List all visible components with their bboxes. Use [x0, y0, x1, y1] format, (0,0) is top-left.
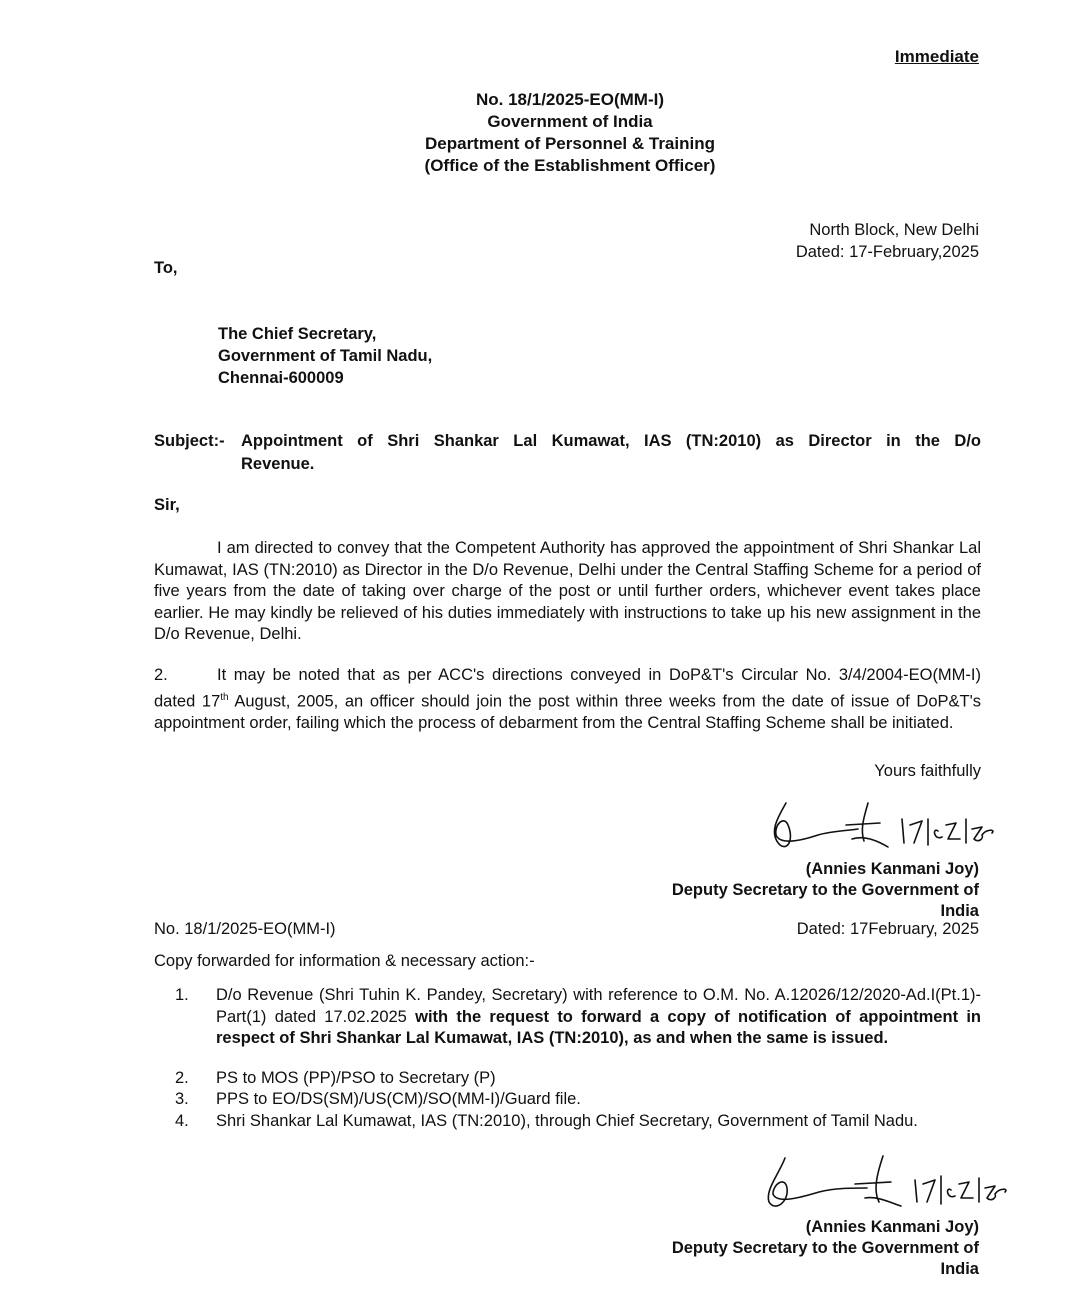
list-item-number: 2.	[175, 1069, 189, 1087]
list-item-number: 4.	[175, 1112, 189, 1130]
paragraph-2-number: 2.	[154, 666, 168, 684]
signature-2-block	[640, 1217, 979, 1280]
copy-dated-label: Dated:	[796, 920, 846, 938]
addressee-line-1: The Chief Secretary,	[218, 325, 377, 343]
list-item-text: PPS to EO/DS(SM)/US(CM)/SO(MM-I)/Guard file.	[216, 1090, 581, 1108]
subject-label: Subject:-	[154, 432, 225, 450]
government-name: Government of India	[487, 112, 653, 131]
paragraph-2-superscript: th	[220, 691, 229, 703]
paragraph-2-text-b: August, 2005, an officer should join the post within three weeks from the date of issue of DoP&T's appointment order, failing which the process of debarment from the Central Staffing Scheme shall be initiated.	[154, 692, 981, 732]
signatory-designation: Deputy Secretary to the Government of India	[671, 1239, 979, 1278]
place: North Block, New Delhi	[809, 221, 979, 239]
copy-date	[700, 920, 979, 939]
dated-label: Dated:	[795, 243, 845, 261]
addressee-line-2: Government of Tamil Nadu,	[218, 347, 433, 365]
list-item-text-plain: D/o Revenue (Shri Tuhin K. Pandey, Secretary) with reference to O.M. No. A.12026/12/2020-Ad.I(Pt.1)-Part(1) dated 17.02.2025	[216, 986, 981, 1026]
office-name: (Office of the Establishment Officer)	[424, 156, 716, 175]
list-item-number: 3.	[175, 1090, 189, 1108]
list-item-text: PS to MOS (PP)/PSO to Secretary (P)	[216, 1069, 496, 1087]
subject-line-2: Revenue.	[241, 455, 315, 473]
addressee-line-3: Chennai-600009	[218, 369, 344, 387]
list-item-number: 1.	[175, 986, 189, 1004]
closing: Yours faithfully	[874, 762, 981, 780]
priority-label: Immediate	[894, 47, 979, 66]
paragraph-2-text-a: It may be noted that as per ACC's directions conveyed in DoP&T's Circular No. 3/4/2004-EO(MM-I) dated 17	[154, 666, 981, 710]
list-item-text	[216, 985, 981, 1050]
signatory-designation: Deputy Secretary to the Government of India	[671, 881, 979, 920]
subject-text	[241, 430, 981, 476]
addressee-block	[218, 323, 432, 389]
signature-1-image	[760, 795, 1050, 865]
place-date-block	[600, 219, 979, 263]
signature-1-block	[640, 859, 979, 922]
department-name: Department of Personnel & Training	[425, 134, 715, 153]
letterhead	[300, 89, 840, 177]
signatory-name: (Annies Kanmani Joy)	[805, 1218, 979, 1236]
letter-date	[600, 241, 979, 263]
salutation: Sir,	[154, 496, 180, 514]
file-number: No. 18/1/2025-EO(MM-I)	[476, 90, 664, 109]
copy-file-number: No. 18/1/2025-EO(MM-I)	[154, 920, 336, 938]
list-item-text-bold: with the request to forward a copy of notification of appointment in respect of Shri Shankar Lal Kumawat, IAS (TN:2010), as and when the same is issued.	[216, 1007, 981, 1047]
copy-intro: Copy forwarded for information & necessary action:-	[154, 952, 535, 970]
signatory-name: (Annies Kanmani Joy)	[805, 860, 979, 878]
subject-line-1: Appointment of Shri Shankar Lal Kumawat, IAS (TN:2010) as Director in the D/o	[241, 432, 981, 450]
signature-2-image	[755, 1150, 1055, 1225]
copy-dated-value: 17February, 2025	[849, 920, 979, 938]
paragraph-1: I am directed to convey that the Competent Authority has approved the appointment of Shri Shankar Lal Kumawat, IAS (TN:2010) as Director in the D/o Revenue, Delhi under the Central Staffing Scheme for a period of five years from the date of taking over charge of the post or until further orders, whichever event takes place earlier. He may kindly be relieved of his duties immediately with instructions to take up his new assignment in the D/o Revenue, Delhi.	[154, 539, 981, 643]
dated-value: 17-February,2025	[849, 243, 979, 261]
to-label: To,	[154, 259, 178, 277]
list-item	[175, 985, 981, 1071]
list-item-text: Shri Shankar Lal Kumawat, IAS (TN:2010), through Chief Secretary, Government of Tamil Nadu.	[216, 1112, 918, 1130]
paragraph-2	[154, 665, 981, 734]
